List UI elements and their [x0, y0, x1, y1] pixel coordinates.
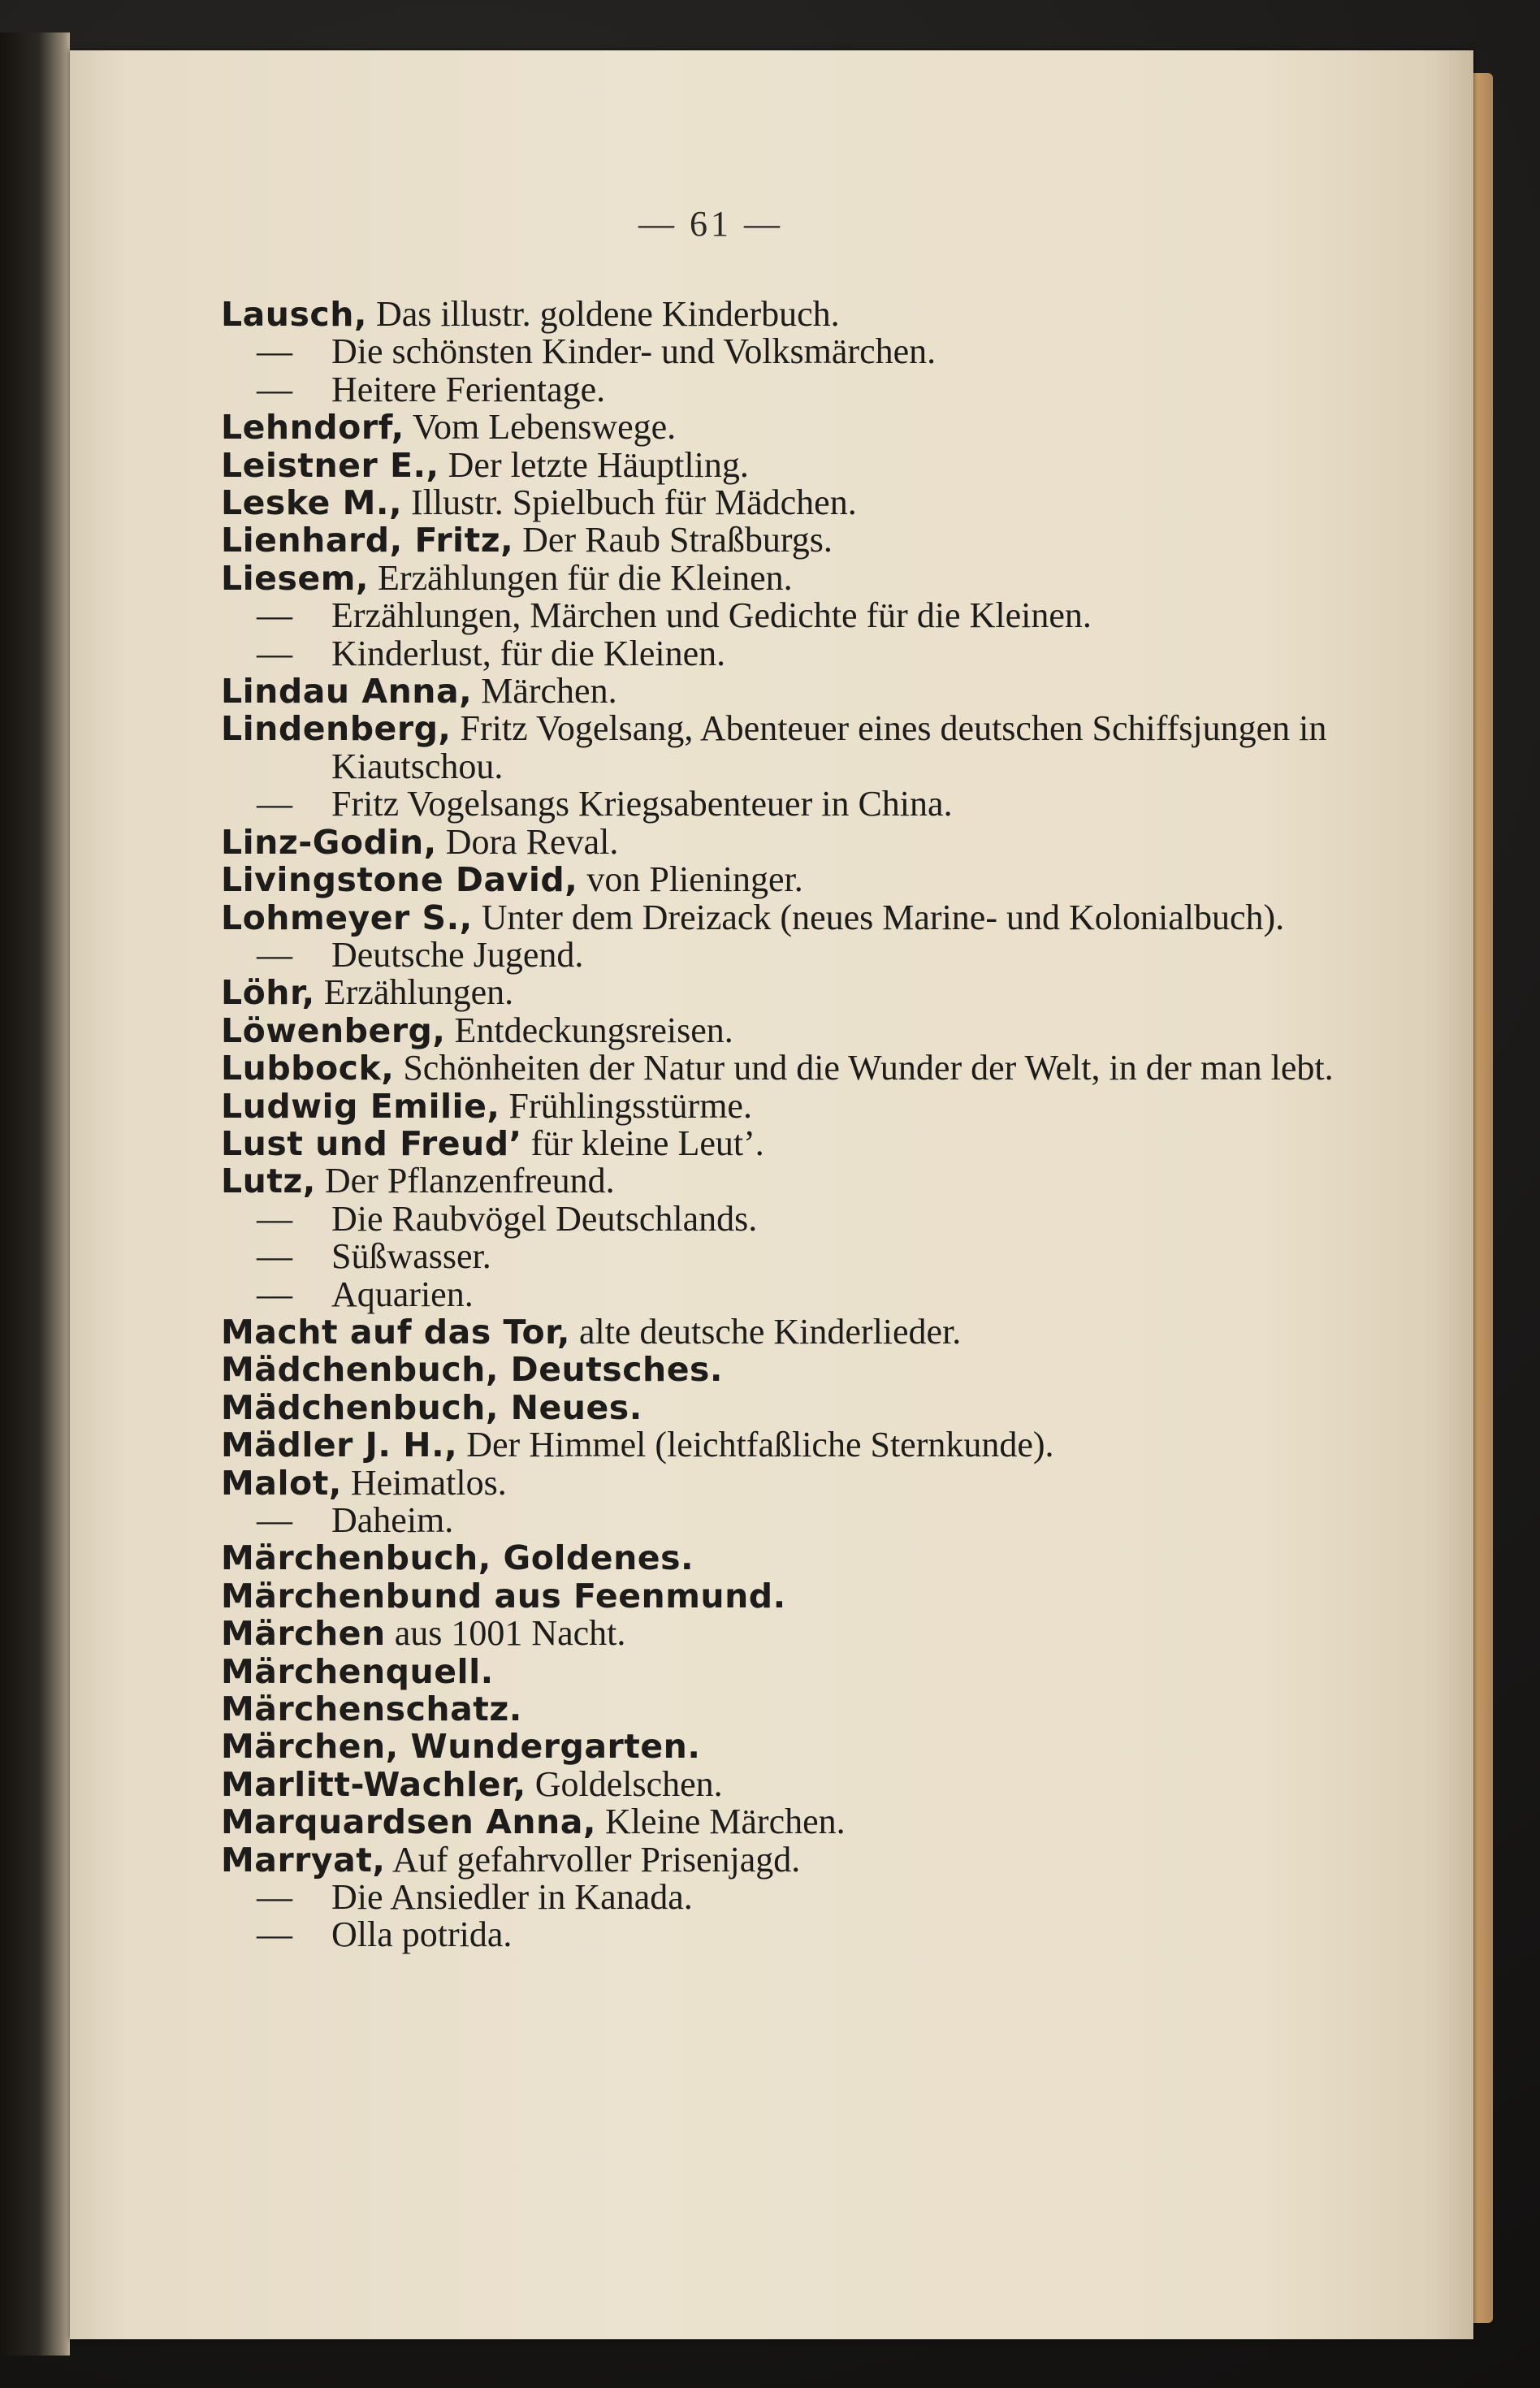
- entry-author: Ludwig Emilie,: [221, 1086, 500, 1126]
- list-item: [221, 1012, 1374, 1049]
- entry-author: Märchen: [221, 1614, 386, 1654]
- list-item: [221, 1502, 1374, 1539]
- entry-title: Märchen.: [472, 671, 617, 712]
- list-item: [221, 1841, 1374, 1879]
- list-item: [221, 1615, 1374, 1652]
- list-item: [221, 1276, 1374, 1313]
- repeat-author-dash: —: [257, 331, 292, 372]
- list-item: [221, 1879, 1374, 1916]
- list-item: [221, 1049, 1374, 1087]
- entry-title: Vom Lebenswege.: [404, 407, 677, 448]
- entry-author: Mädchenbuch, Neues.: [221, 1387, 642, 1427]
- list-item: [221, 557, 1374, 598]
- repeat-author-dash: —: [257, 595, 292, 636]
- entry-title: Deutsche Jugend.: [331, 934, 584, 975]
- list-item: [221, 899, 1374, 937]
- entry-title: Olla potrida.: [331, 1914, 513, 1955]
- entry-title: Heitere Ferientage.: [331, 369, 606, 409]
- entry-author: Lohmeyer S.,: [221, 898, 473, 937]
- list-item: [221, 333, 1374, 370]
- entry-title: Heimatlos.: [341, 1462, 507, 1503]
- entry-author: Marquardsen Anna,: [221, 1802, 596, 1842]
- repeat-author-dash: —: [257, 1274, 292, 1314]
- entry-title: Illustr. Spielbuch für Mädchen.: [402, 482, 857, 523]
- entry-author: Märchenschatz.: [221, 1689, 522, 1729]
- entry-title: Erzählungen.: [314, 972, 514, 1013]
- entry-author: Lindau Anna,: [221, 672, 473, 712]
- entry-author: Lausch,: [221, 295, 367, 334]
- list-item: [221, 1389, 1374, 1426]
- list-item: [221, 934, 1374, 975]
- entry-title: für kleine Leut’.: [521, 1123, 764, 1163]
- list-item: [221, 1464, 1374, 1502]
- list-item: [221, 1238, 1374, 1275]
- entry-author: Lubbock,: [221, 1049, 395, 1088]
- repeat-author-dash: —: [257, 1914, 292, 1955]
- list-item: [221, 1200, 1374, 1238]
- entry-author: Macht auf das Tor,: [221, 1312, 570, 1352]
- entry-title: Erzählungen für die Kleinen.: [369, 557, 793, 598]
- entry-title: Der Himmel (leichtfaßliche Sternkunde).: [457, 1425, 1054, 1465]
- entry-title: Fritz Vogelsangs Kriegsabenteuer in China.: [331, 784, 953, 824]
- repeat-author-dash: —: [257, 633, 292, 673]
- list-item: [221, 1577, 1374, 1615]
- list-item: [221, 1690, 1374, 1728]
- list-item: [221, 444, 1374, 485]
- list-item: [221, 821, 1374, 862]
- entry-title: Daheim.: [331, 1500, 454, 1540]
- list-item: [221, 597, 1374, 634]
- repeat-author-dash: —: [257, 1877, 292, 1918]
- list-item: [221, 861, 1374, 898]
- entry-title: Frühlingsstürme.: [500, 1085, 752, 1126]
- entry-author: Löhr,: [221, 973, 315, 1013]
- list-item: [221, 1426, 1374, 1464]
- repeat-author-dash: —: [257, 369, 292, 409]
- entry-author: Märchenbuch, Goldenes.: [221, 1538, 694, 1578]
- list-item: [221, 1125, 1374, 1162]
- list-item: [221, 1539, 1374, 1577]
- list-item: [221, 785, 1374, 823]
- list-item: [221, 296, 1374, 333]
- entry-title: Unter dem Dreizack (neues Marine- und Kolonialbuch).: [472, 897, 1285, 937]
- entry-author: Lienhard, Fritz,: [221, 521, 514, 560]
- entry-title: Das illustr. goldene Kinderbuch.: [366, 294, 840, 334]
- list-item: [221, 1313, 1374, 1351]
- entry-title: von Plieninger.: [578, 859, 803, 900]
- entry-title: Kinderlust, für die Kleinen.: [331, 633, 726, 673]
- entry-title: Schönheiten der Natur und die Wunder der Welt, in der man lebt.: [394, 1048, 1334, 1088]
- entry-author: Mädchenbuch, Deutsches.: [221, 1350, 723, 1390]
- list-item: [221, 635, 1374, 673]
- repeat-author-dash: —: [257, 934, 292, 975]
- entry-title: Fritz Vogelsang, Abenteuer eines deutschen Schiffsjungen in Kiautschou.: [331, 708, 1327, 786]
- entry-title: Erzählungen, Märchen und Gedichte für die Kleinen.: [331, 595, 1092, 636]
- list-item: [221, 484, 1374, 521]
- entry-title: Goldelschen.: [526, 1763, 723, 1804]
- list-item: [221, 1351, 1374, 1388]
- list-item: [221, 1803, 1374, 1841]
- entry-author: Lutz,: [221, 1162, 316, 1201]
- entry-author: Linz-Godin,: [221, 822, 437, 862]
- entry-author: Liesem,: [221, 558, 369, 598]
- entry-author: Leistner E.,: [221, 445, 439, 485]
- list-item: [221, 521, 1374, 559]
- book-spine: [0, 32, 70, 2356]
- list-item: [221, 409, 1374, 446]
- list-item: [221, 1763, 1374, 1804]
- entry-title: Entdeckungsreisen.: [445, 1010, 733, 1050]
- repeat-author-dash: —: [257, 784, 292, 824]
- entry-author: Leske M.,: [221, 483, 403, 523]
- entry-author: Lust und Freud’: [221, 1123, 522, 1163]
- entry-title: Auf gefahrvoller Prisenjagd.: [385, 1839, 801, 1880]
- entry-title: alte deutsche Kinderlieder.: [569, 1311, 962, 1352]
- list-item: [221, 1085, 1374, 1126]
- entry-title: Dora Reval.: [436, 821, 619, 862]
- entry-author: Märchenquell.: [221, 1651, 494, 1691]
- repeat-author-dash: —: [257, 1236, 292, 1277]
- page-number: — 61 —: [638, 204, 783, 244]
- entry-author: Lehndorf,: [221, 408, 404, 448]
- repeat-author-dash: —: [257, 1500, 292, 1540]
- entry-author: Mädler J. H.,: [221, 1425, 458, 1465]
- entry-author: Lindenberg,: [221, 709, 452, 749]
- entry-author: Märchen, Wundergarten.: [221, 1727, 701, 1767]
- entry-title: Die schönsten Kinder- und Volksmärchen.: [331, 331, 937, 372]
- list-item: [221, 1728, 1374, 1765]
- entry-title: Der letzte Häuptling.: [439, 444, 749, 485]
- entry-author: Livingstone David,: [221, 860, 578, 900]
- entry-title: aus 1001 Nacht.: [385, 1613, 626, 1654]
- list-item: [221, 1916, 1374, 1953]
- entry-title: Der Pflanzenfreund.: [315, 1161, 615, 1201]
- entry-author: Marlitt-Wachler,: [221, 1764, 526, 1804]
- entry-title: Die Ansiedler in Kanada.: [331, 1877, 693, 1918]
- list-item: [221, 974, 1374, 1011]
- entry-title: Der Raub Straßburgs.: [513, 520, 833, 560]
- entry-title: Die Raubvögel Deutschlands.: [331, 1198, 758, 1239]
- bibliography-list: [221, 296, 1374, 1954]
- entry-title: Kleine Märchen.: [595, 1802, 846, 1842]
- list-item: [221, 371, 1374, 409]
- list-item: [221, 1653, 1374, 1690]
- entry-author: Malot,: [221, 1463, 342, 1503]
- entry-author: Löwenberg,: [221, 1010, 446, 1050]
- list-item: [221, 710, 1374, 785]
- entry-title: Süßwasser.: [331, 1236, 491, 1277]
- entry-title: Aquarien.: [331, 1274, 474, 1314]
- entry-author: Märchenbund aus Feenmund.: [221, 1576, 786, 1616]
- entry-author: Marryat,: [221, 1840, 386, 1880]
- list-item: [221, 673, 1374, 710]
- list-item: [221, 1162, 1374, 1200]
- repeat-author-dash: —: [257, 1198, 292, 1239]
